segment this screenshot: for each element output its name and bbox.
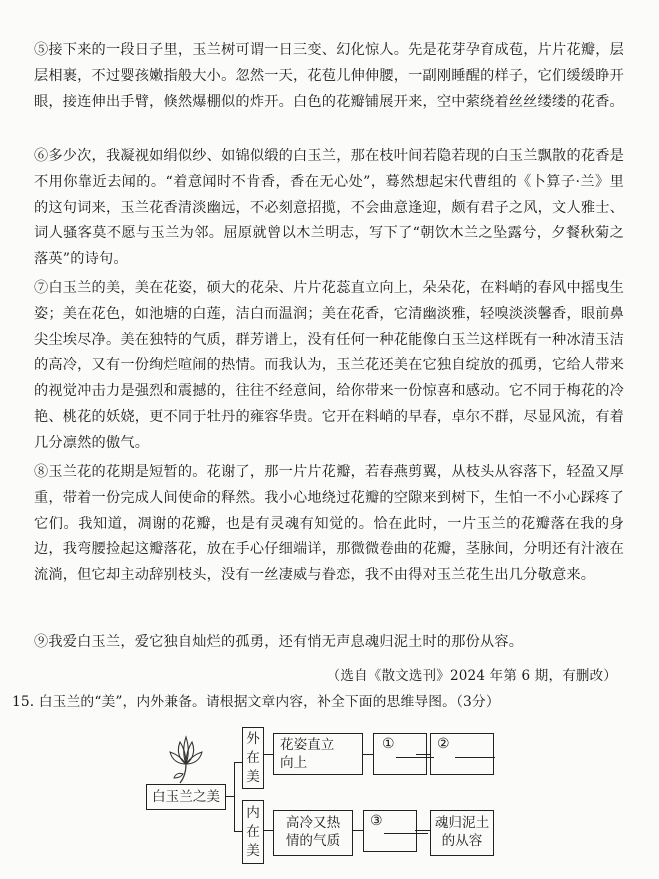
connector (353, 830, 363, 831)
paragraph-6: ⑥多少次，我凝视如绢似纱、如锦似缎的白玉兰，那在枝叶间若隐若现的白玉兰飘散的花香是不用你靠近去闻的。“着意闻时不肯香，香在无心处”，蓦然想起宋代曹组的《卜算子·兰》里的这句词来，玉兰花香清淡幽远，不必刻意招揽，不会曲意逢迎，颇有君子之风，文人雅士、词人骚客莫不愿与玉兰为邻。屈原就曾以木兰明志，写下了“朝饮木兰之坠露兮，夕餐秋菊之落英”的诗句。 (34, 148, 624, 268)
source-citation: （选自《散文选刊》2024 年第 6 期，有删改） (326, 668, 617, 684)
connector (234, 762, 235, 832)
connector (415, 830, 430, 831)
connector (263, 754, 273, 755)
blank-2-marker: ② (437, 736, 450, 752)
blank-1-answer-line[interactable] (396, 757, 434, 758)
question-15: 15. 白玉兰的“美”，内外兼备。请根据文章内容，补全下面的思维导图。（3分） (12, 694, 500, 710)
magnolia-flower-icon (166, 734, 206, 784)
outer-beauty-label: 外在美 (246, 731, 260, 785)
paragraph-7: ⑦白玉兰的美，美在花姿，硕大的花朵、片片花蕊直立向上，朵朵花，在料峭的春风中摇曳生姿；美在花色，如池塘的白莲，洁白而温润；美在花香，它清幽淡雅，轻嗅淡淡馨香，眼前鼻尖尘埃尽净。美在独特的气质，群芳谱上，没有任何一种花能像白玉兰这样既有一种冰清玉洁的高冷，又有一份绚烂喧闹的热情。而我认为，玉兰花还美在它独自绽放的孤勇，它给人带来的视觉冲击力是强烈和震撼的，往往不经意间，给你带来一份惊喜和感动。它不同于梅花的冷艳、桃花的妖娆，更不同于牡丹的雍容华贵。它开在料峭的早春，卓尔不群，尽显风流，有着几分凛然的傲气。 (34, 280, 624, 451)
paragraph-5: ⑤接下来的一段日子里，玉兰树可谓一日三变、幻化惊人。先是花芽孕育成苞，片片花瓣，层层相裹，不过婴孩嫩指般大小。忽然一天，花苞儿伸伸腰，一副刚睡醒的样子，它们缓缓睁开眼，接连伸出手臂，倏然爆棚似的炸开。白色的花瓣铺展开来，空中萦绕着丝丝缕缕的花香。 (34, 42, 624, 110)
blank-3-marker: ③ (370, 813, 383, 829)
blank-3-box (363, 810, 417, 852)
blank-2-answer-line[interactable] (455, 757, 495, 758)
inner-beauty-label: 内在美 (246, 805, 260, 859)
inner-box-composure (430, 810, 494, 856)
connector (234, 762, 242, 763)
paragraph-8: ⑧玉兰花的花期是短暂的。花谢了，那一片片花瓣，若春燕剪翼，从枝头从容落下，轻盈又厚重，带着一份完成人间使命的释然。我小心地绕过花瓣的空隙来到树下，生怕一不小心踩疼了它们。我知道，凋谢的花瓣，也是有灵魂有知觉的。恰在此时，一片玉兰的花瓣落在我的身边，我弯腰捡起这瓣落花，放在手心仔细端详，那微微卷曲的花瓣，茎脉间，分明还有汁液在流淌，但它却主动辞别枝头，没有一丝凄威与眷恋，我不由得对玉兰花生出几分敬意来。 (34, 464, 624, 584)
outer-beauty-node (242, 727, 264, 789)
outer-box-posture (273, 733, 363, 775)
inner-box-temperament (273, 810, 353, 856)
root-node (146, 784, 226, 810)
blank-2-box (430, 733, 494, 775)
connector (234, 831, 242, 832)
root-label: 白玉兰之美 (152, 789, 220, 805)
blank-3-answer-line[interactable] (384, 833, 428, 834)
paragraph-9: ⑨我爱白玉兰，爱它独自灿烂的孤勇，还有悄无声息魂归泥土时的那份从容。 (34, 634, 524, 650)
connector (263, 830, 273, 831)
blank-1-marker: ① (382, 736, 395, 752)
blank-1-box (373, 733, 427, 775)
inner-beauty-node (242, 800, 264, 864)
inner-box-temperament-label: 高冷又热情的气质 (285, 815, 341, 849)
connector (363, 754, 373, 755)
connector (225, 796, 234, 797)
inner-box-composure-label: 魂归泥土的从容 (434, 815, 490, 849)
outer-box-posture-label: 花姿直立向上 (280, 737, 335, 771)
